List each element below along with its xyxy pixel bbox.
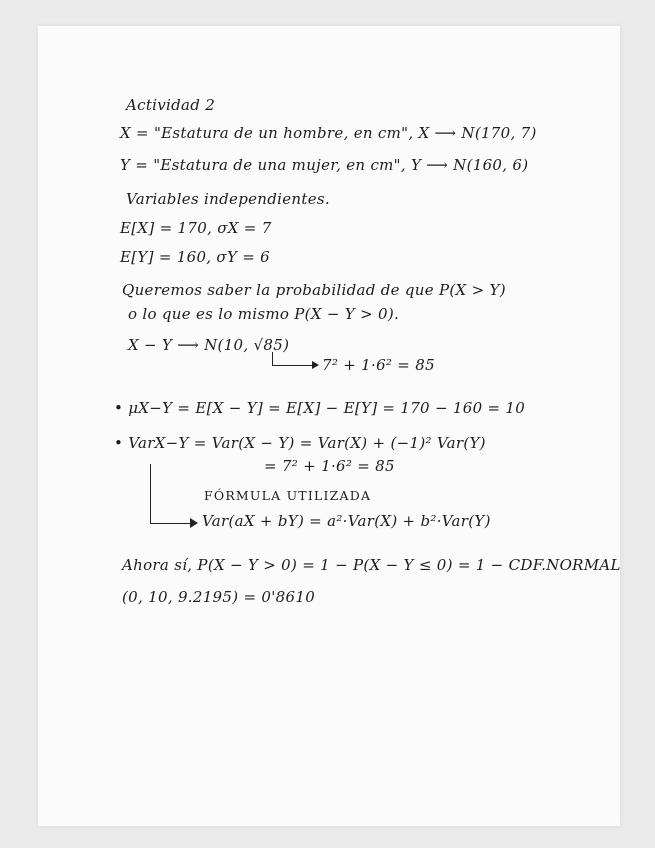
- bracket-vertical: [150, 464, 151, 524]
- line-x-definition: X = "Estatura de un hombre, en cm", X ⟶ N(170, 7): [120, 124, 537, 142]
- line-variance-check: 7² + 1·6² = 85: [322, 356, 435, 374]
- bracket-horizontal: [150, 523, 194, 524]
- label-formula-used: FÓRMULA UTILIZADA: [204, 488, 372, 503]
- line-goal: Queremos saber la probabilidad de que P(X > Y): [122, 281, 506, 299]
- line-expectation-y: E[Y] = 160, σY = 6: [120, 248, 271, 266]
- line-mean-difference: • μX−Y = E[X − Y] = E[X] − E[Y] = 170 − 160 = 10: [114, 399, 526, 417]
- line-result: (0, 10, 9.2195) = 0'8610: [122, 588, 316, 606]
- line-independent: Variables independientes.: [126, 190, 330, 208]
- notebook-page: [38, 26, 620, 826]
- line-difference-distribution: X − Y ⟶ N(10, √85): [128, 336, 290, 354]
- annotation-arrow-stem: [272, 352, 273, 365]
- line-equivalent: o lo que es lo mismo P(X − Y > 0).: [128, 305, 400, 323]
- line-expectation-x: E[X] = 170, σX = 7: [120, 219, 272, 237]
- line-variance-result: = 7² + 1·6² = 85: [264, 457, 395, 475]
- line-y-definition: Y = "Estatura de una mujer, en cm", Y ⟶ N(160, 6): [120, 156, 529, 174]
- bracket-arrow-icon: [190, 518, 198, 528]
- heading-actividad: Actividad 2: [126, 96, 216, 114]
- annotation-arrow-line: [272, 365, 316, 366]
- line-probability: Ahora sí, P(X − Y > 0) = 1 − P(X − Y ≤ 0) = 1 − CDF.NORMAL: [122, 556, 621, 574]
- line-variance-formula: Var(aX + bY) = a²·Var(X) + b²·Var(Y): [202, 512, 491, 530]
- annotation-arrow-icon: [312, 361, 319, 369]
- line-variance-difference: • VarX−Y = Var(X − Y) = Var(X) + (−1)² Var(Y): [114, 434, 486, 452]
